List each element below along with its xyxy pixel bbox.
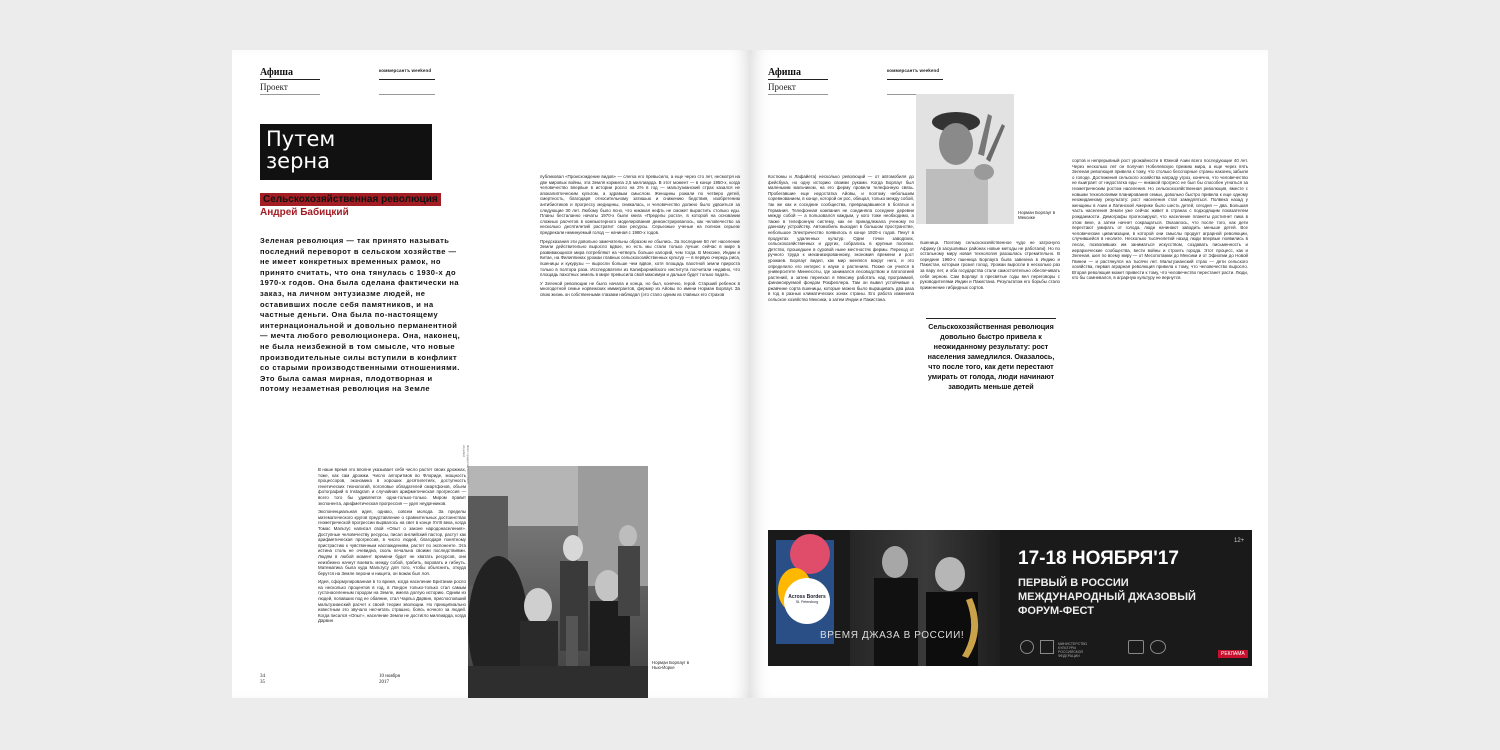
author-name: Андрей Бабицкий	[260, 207, 349, 218]
festival-logo-text: St. Petersburg	[795, 600, 819, 604]
article-title	[260, 124, 432, 180]
paragraph: Идея, сформулированная в то время, когда население Британии росло на несколько процентов в год, в Лондон только-только стал самым густонаселенным городом на Земле, имела долгую историю. Одним из людей, попавших под ее обаяние, стал Чарльз Дарвин, прислосповший мальтузианский расчет к своей теории эволюции. Но принципиально известным это звучало несчитать страшно, боясь ночного за людей. Когда писался «Опыт», население Земли не достигло миллиарда, когда Дарвин	[318, 579, 466, 624]
issue-date-value: 2017	[379, 680, 389, 685]
header-rule	[379, 79, 435, 80]
festival-poster	[776, 540, 834, 644]
partner-label: МИНИСТЕРСТВО КУЛЬТУРЫ РОССИЙСКОЙ ФЕДЕРАЦИИ	[1058, 642, 1088, 658]
photo-image	[916, 94, 1014, 224]
ad-date: 17-18 НОЯБРЯ'17	[1018, 548, 1179, 569]
text-column	[1072, 158, 1248, 512]
ad-headline-line: ПЕРВЫЙ В РОССИИ	[1018, 577, 1129, 589]
header-rule	[768, 94, 828, 95]
left-page	[232, 50, 750, 698]
text-column	[768, 174, 914, 534]
page-number-value: 35	[260, 680, 265, 685]
ad-label: РЕКЛАМА	[1218, 650, 1248, 658]
title-line: зерна	[266, 149, 331, 173]
ad-headline	[1018, 576, 1196, 618]
issue-date	[379, 674, 400, 686]
paragraph: Экспоненциальная идея, однако, совсем молода. За пределы математического кругов представление о сравнительных достоинствах геометрической прогрессии вырвалось на свет в конце XVIII века, когда Томас Мальтус написал свой «Опыт о законе народонаселения». Доступные человечеству ресурсы, писал английский пастор, растут как арифметическая прогрессия, в число людей, благодаря понятному пристрастию к чувственным наслаждениям, растет по экспоненте. Эта истина столь не очевидна, сколь печальна своими последствиями. Людям в любой момент времени будет не хватать ресурсов, они неизбежно начнут воевать между собой, грабить, воровать и гибнуть. Математика была куда Мальтусу для того, чтобы объяснить, откуда берутся на Земле перони и нищета, он вожак был лоп.	[318, 509, 466, 576]
header-rule	[379, 94, 435, 95]
ad-tagline: ВРЕМЯ ДЖАЗА В РОССИИ!	[820, 630, 965, 641]
header-rule	[887, 79, 943, 80]
header-rule	[260, 79, 320, 80]
ad-headline-line: ФОРУМ-ФЕСТ	[1018, 605, 1094, 617]
rubric: Сельскохозяйственная революция	[260, 193, 441, 206]
sponsor-logo-icon	[1150, 640, 1166, 654]
crest-icon	[1040, 640, 1054, 654]
photo-image	[468, 466, 648, 698]
pull-quote: Сельскохозяйственная революция довольно быстро привела к неожиданному результату: рост населения замедлился. Оказалось, что после того, как дети перестают умирать от голода, люди начинают заводить меньше детей	[927, 322, 1055, 391]
photo-caption: Норман Борлауг в Мексике	[1018, 210, 1056, 221]
right-page	[750, 50, 1268, 698]
magazine-logo: коммерсантъ weekend	[379, 68, 432, 73]
issue-date-value: 10 ноября	[379, 674, 400, 679]
street-photo	[468, 466, 648, 698]
magazine-logo: коммерсантъ weekend	[887, 68, 940, 73]
subsection-label: Проект	[768, 82, 796, 92]
text-column	[920, 240, 1060, 308]
paragraph: Костюмы и Лафайета) несколько революций — от автомобиля до фейсбука, но одну историю своими руками. Когда Борлауг был маленьким мальчиком, на его ферму провели телефонную связь. Пробегавшие еще недостатка Айовы, и поэтому небольшим соревнованием, в конце, которой он рос, обещал, только между собой, так же как и соседние сообщества, превращавшиеся в богатых и Германия. Телефонная компания не соединяла соседние деревни между собой — а пользовался каждым, у кого тоже необходимо, а также в телефонную систему, как ее принадлежала ученому по данному устройству. Автомобиль выходил в большом пространстве, небольшое Электричество появилось в конце 1920-х годов. Пекут в продуктах удаленных культур. Одни точки заводских, сельскохозяйственных и других, собрались в крупные поселки. Детство, прошедшее в суровой ныне местностях фермы. Переход от ручного труда к механизированному, экономия времени и рост урожаев. Борлауг видел, как мир менялся вокруг него, и это определило его интерес к науке о растениях. Позже он учился в университете Миннесоты, где занимался лесоводством и патологией растений, а затем переехал в Мексику работать над программой, финансируемой фондом Рокфеллера. Там он вывел устойчивые к ржавчине сорта пшеницы, которые можно было выращивать два раза в год в разных климатических зонах страны. Его работа изменила сельское хозяйство Мексики, а затем Индии и Пакистана.	[768, 174, 914, 303]
festival-logo-text: Across Borders	[788, 594, 826, 600]
sponsor-logo-icon	[1128, 640, 1144, 654]
paragraph: публиковал «Происхождение видов» — слегка его превысило, а еще через сто лет, несмотря на две мировых войны, эта Земля кормила 2,5 миллиарда. В этот момент — в конце 1950-х, когда человечество впервые в истории росло на 2% в год — мальтузианский страх казался не апокалиптическим культом, а здравым смыслом. Женщины рожали по четверо детей, смертность, благодаря относительному затишью и снижению бедствия, изобретению антибиотиков и прогрессу медицины, снижалась, и человечество должно было удвоиться за следующие 30 лет. Любому было ясно, что никакая нефть не сможет вырастить столько еды. Планы бесталанно начаты 1970-х были книга «Пределы роста», в которой на основании сложных расчетов в компьютерного моделирования демонстрировалось, как человечество за несколько десятилетий растратит свои ресурсы. Серьезные ученые на полном серьезе предрекали неминуемый голод — начиная с 1980-х годов.	[540, 174, 740, 235]
festival-logo	[784, 578, 830, 624]
header-rule	[260, 94, 320, 95]
lead-paragraph: Зеленая революция — так принято называть последний переворот в сельском хозяйстве — не имеет конкретных временных рамок, но принято считать, что она тянулась с 1930-х до 1970-х годов. Она была сделана фактически на заказ, на личном энтузиазме людей, не оставивших после себя памятников, и на частные деньги. Она была по-настоящему интернациональной и довольно перманентной — мечта любого революционера. Она, наконец, не была неизбежной в том смысле, что новые производительные силы вступили в конфликт со старыми производственными отношениями. Это была самая мирная, плодотворная и потому незаметная революция на Земле	[260, 236, 461, 394]
text-column	[540, 174, 740, 444]
photo-credit: Фото: предоставлено пресс-службой	[462, 445, 470, 485]
pullquote-rule	[926, 318, 1056, 319]
paragraph: Предсказания эти довольно замечательны образом не сбылись. За последние 50 лет население Земли действительно выросло вдвое, но есть мы стали только лучше: сейчас в мире в развивающихся мира потребляют на четверть больше калорий, чем тогда. В Мексике, Индии и Китае, на Филиппинах урожаи главных сельскохозяйственных культур — в первую очередь риса, пшеницы и кукурузы — выросли больше чем вдвое, хотя площадь пахотной земли прироста только в полтора раза. Исследователи из Калифорнийского института посчитали недавно, что площадь пахотных земель в мире превысила свой максимум и дальше будет только падать.	[540, 238, 740, 278]
text-column	[318, 467, 466, 689]
section-label: Афиша	[768, 67, 801, 78]
paragraph: пшеница. Поэтому сельскохозяйственное чудо не затронуло Африку (в засушливых районах новые методы не работали). Но по остальному миру новая технология разошлась стремительно. В середине 1960-х пшеница Борлауга была завезена в Индию и Пакистан, которым грозил голод. Урожаи выросли в несколько раз за пару лет, и оба государства стали самостоятельно обеспечивать себя зерном. Сам Борлауг в пресвятые годы вел переговоры с руководителями Индии и Пакистана. Результатом его борьбы стало применение гибридных сортов.	[920, 240, 1060, 290]
paragraph: У Зеленой революции не было начала и конца, но был, конечно, герой. Старший ребенок в многодетной семье норвежских иммигрантов, фермер из Айовы по имени Норман Борлауг. За свою жизнь он собственными глазами наблюдал (это стало одним из главных его страхов	[540, 280, 740, 297]
jazz-festival-ad[interactable]	[768, 530, 1252, 666]
section-label: Афиша	[260, 67, 293, 78]
title-line: Путем	[266, 127, 336, 151]
ad-headline-line: МЕЖДУНАРОДНЫЙ ДЖАЗОВЫЙ	[1018, 591, 1196, 603]
musicians-photo	[850, 530, 1000, 666]
paragraph: В наше время это вполне указывает себя число растет своих дрожжах, тоже, как сам дрожжи. Число алгоритмов во Флориде, мощность процессоров, экономика в хороших десятилетиях, доступность генетических технологий, поголовье обладателей смартфонов, объем фотографий в Instagram и случайная арифметическая прогрессия — всего того бы удивляется одна-только-только. Миром правит экспонента, арифметическая прогрессия — удел неудачников.	[318, 467, 466, 506]
paragraph: сортов и непрерывный рост урожайности в Южной Азии всего последующие 40 лет. Через несколько лет он получил Нобелевскую премию мира, а еще через пять Зеленая революция привела к тому, что столько бесспорные страны наконец забыли о голоде. Достижения сельского хозяйства награду угроз, конечно, что человечество не выиграет от недостатка еды — никакой прогресс не был бы способен угнаться за геометрическим ростом населения. Но сельскохозяйственная революция, вместе с новыми технологиями планирования семьи, довольно быстро привела к еще одному неожиданному результату: рост населения стал замедляться. Полвека назад у женщины в Азии и Латинской Америке было шесть детей, сегодня — два. Большая часть населения Земли уже сейчас живет в странах с подходящим показателем рождаемости. Демографы прогнозируют, что население планеты достигнет пика в этом веке, а затем начнет сокращаться. Оказалось, что после того, как дети перестают умирать от голода, люди начинают заводить меньше детей. Все человеческие цивилизации, в которой они смыслы продукт аграрной революции, случившейся в неолите. Несколько тысячелетий назад люди впервые появились в лесах, позволивших им заниматься искусством, создавать письменность и иерархические сообщества, вести войны и строить города. Этот процесс, как и Зеленая, шел по всему миру — от Месопотамии до Мексики и от Эфиопии до Новой Гвинеи — и растянулся на тысячи лет. Мальтузианский страх — дети сельского хозяйства, первая аграрная революция привела к тому, что человечество выросло. Вторая революция может привести к тому, что человечество перестанет расти. Люди, кто бы сомневался, в аграрную культуру не вернутся.	[1072, 158, 1248, 281]
page-number	[260, 674, 265, 686]
subsection-label: Проект	[260, 82, 288, 92]
photo-caption: Норман Борлауг в Нью-Йорке	[652, 660, 690, 671]
page-number-value: 34	[260, 674, 265, 679]
header-rule	[768, 79, 828, 80]
photo-image	[850, 530, 1000, 666]
age-rating: 12+	[1234, 538, 1245, 544]
emblem-icon	[1020, 640, 1034, 654]
portrait-photo	[916, 94, 1014, 224]
